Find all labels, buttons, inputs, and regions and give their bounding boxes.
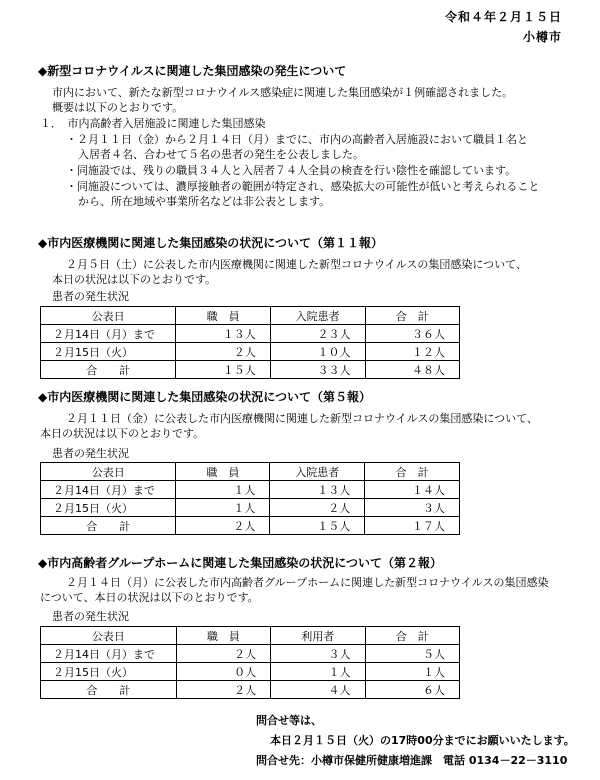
section1-bullet3-line1: ・同施設については、濃厚接触者の範囲が特定され、感染拡大の可能性が低いと考えられること	[66, 180, 540, 193]
table-cell: ２月14日（月）まで	[41, 325, 176, 343]
table-cell: ２３人	[270, 325, 365, 343]
table-cell: 合 計	[41, 517, 176, 535]
section2-paragraph-line2: 本日の状況は以下のとおりです。	[52, 273, 217, 286]
section3-paragraph-line2: 本日の状況は以下のとおりです。	[40, 427, 205, 440]
table-header-cell: 合 計	[365, 463, 460, 481]
table-cell: １３人	[176, 325, 270, 343]
table-cell: ２月15日（火）	[41, 499, 176, 517]
table-header-cell: 職 員	[176, 627, 270, 645]
table-cell: １７人	[365, 517, 460, 535]
table-cell: ５人	[365, 645, 459, 663]
table-cell: １人	[176, 481, 270, 499]
section1-bullet1-line2: 入居者４名、合わせて５名の患者の発生を公表しました。	[78, 148, 364, 161]
table-header-cell: 職 員	[176, 463, 270, 481]
table-header-row	[41, 307, 460, 325]
table-cell: １人	[365, 663, 459, 681]
table-row	[41, 663, 460, 681]
table-row	[41, 645, 460, 663]
table-cell: １３人	[270, 481, 365, 499]
table-cell: ２月15日（火）	[41, 343, 176, 361]
table-cell: 合 計	[41, 361, 176, 379]
contact-intro: 問合せ等は、	[256, 714, 322, 727]
table-header-cell: 合 計	[365, 627, 459, 645]
table-cell: １人	[271, 663, 365, 681]
table-cell: ３３人	[270, 361, 365, 379]
table-cell: ２月14日（月）まで	[41, 481, 176, 499]
table-total-row	[41, 681, 460, 699]
section3-paragraph-line1: ２月１１日（金）に公表した市内医療機関に関連した新型コロナウイルスの集団感染について、	[66, 412, 538, 425]
section4-table	[40, 626, 460, 699]
table-cell: １４人	[365, 481, 460, 499]
section1-paragraph-line1: 市内において、新たな新型コロナウイルス感染症に関連した集団感染が１例確認されました。	[52, 86, 514, 99]
table-cell: ６人	[365, 681, 459, 699]
contact-deadline: 本日２月１５日（火）の17時00分までにお願いいたします。	[270, 734, 575, 747]
table-cell: １人	[176, 499, 270, 517]
table-cell: １５人	[270, 517, 365, 535]
table-cell: ４人	[271, 681, 365, 699]
table-header-cell: 合 計	[365, 307, 459, 325]
table-cell: ２人	[176, 681, 270, 699]
section1-bullet3-line2: から、所在地域や事業所名などは非公表とします。	[78, 195, 331, 208]
section4-paragraph-line1: ２月１４日（月）に公表した市内高齢者グループホームに関連した新型コロナウイルスの集団感染	[66, 576, 549, 589]
table-row	[41, 499, 460, 517]
table-total-row	[41, 361, 460, 379]
section2-table-caption: 患者の発生状況	[52, 290, 129, 303]
table-cell: ２月14日（月）まで	[41, 645, 177, 663]
table-header-row	[41, 627, 460, 645]
section4-title: ◆市内高齢者グループホームに関連した集団感染の状況について（第２報）	[38, 556, 443, 570]
section1-bullet1-line1: ・２月１１日（金）から２月１４日（月）までに、市内の高齢者入居施設において職員１名と	[66, 133, 528, 146]
table-cell: １２人	[365, 343, 459, 361]
issuer-city: 小樽市	[522, 30, 562, 44]
section3-table-caption: 患者の発生状況	[52, 447, 129, 460]
table-header-cell: 職 員	[176, 307, 270, 325]
table-cell: ３人	[365, 499, 460, 517]
table-cell: １０人	[270, 343, 365, 361]
table-header-cell: 公表日	[41, 627, 177, 645]
table-cell: 合 計	[41, 681, 177, 699]
table-cell: ２人	[176, 517, 270, 535]
contact-info: 問合せ先：小樽市保健所健康増進課 電話 0134－22－3110	[256, 754, 568, 767]
table-cell: １５人	[176, 361, 270, 379]
table-cell: ０人	[176, 663, 270, 681]
table-row	[41, 325, 460, 343]
table-header-cell: 利用者	[271, 627, 365, 645]
section4-paragraph-line2: について、本日の状況は以下のとおりです。	[40, 591, 259, 604]
section1-item-heading: １． 市内高齢者入居施設に関連した集団感染	[40, 117, 266, 130]
table-header-cell: 公表日	[41, 307, 176, 325]
table-cell: ２人	[176, 343, 270, 361]
section3-title: ◆市内医療機関に関連した集団感染の状況について（第５報）	[38, 390, 371, 404]
table-header-cell: 入院患者	[270, 307, 365, 325]
table-header-row	[41, 463, 460, 481]
section2-title: ◆市内医療機関に関連した集団感染の状況について（第１１報）	[38, 236, 383, 250]
table-cell: ４８人	[365, 361, 459, 379]
table-cell: ２人	[176, 645, 270, 663]
table-header-cell: 公表日	[41, 463, 176, 481]
section1-paragraph-line2: 概要は以下のとおりです。	[52, 101, 184, 114]
section1-bullet2: ・同施設では、残りの職員３４人と入居者７４人全員の検査を行い陰性を確認しています。	[66, 164, 517, 177]
section2-table	[40, 306, 460, 379]
section4-table-caption: 患者の発生状況	[52, 610, 129, 623]
table-row	[41, 481, 460, 499]
table-cell: ２人	[270, 499, 365, 517]
table-header-cell: 入院患者	[270, 463, 365, 481]
section3-table	[40, 462, 460, 535]
document-date: 令和４年２月１５日	[444, 10, 562, 24]
section2-paragraph-line1: ２月５日（土）に公表した市内医療機関に関連した新型コロナウイルスの集団感染について、	[66, 258, 527, 271]
table-cell: ２月15日（火）	[41, 663, 177, 681]
section1-title: ◆新型コロナウイルスに関連した集団感染の発生について	[38, 64, 347, 78]
table-cell: ３６人	[365, 325, 459, 343]
table-row	[41, 343, 460, 361]
table-total-row	[41, 517, 460, 535]
table-cell: ３人	[271, 645, 365, 663]
